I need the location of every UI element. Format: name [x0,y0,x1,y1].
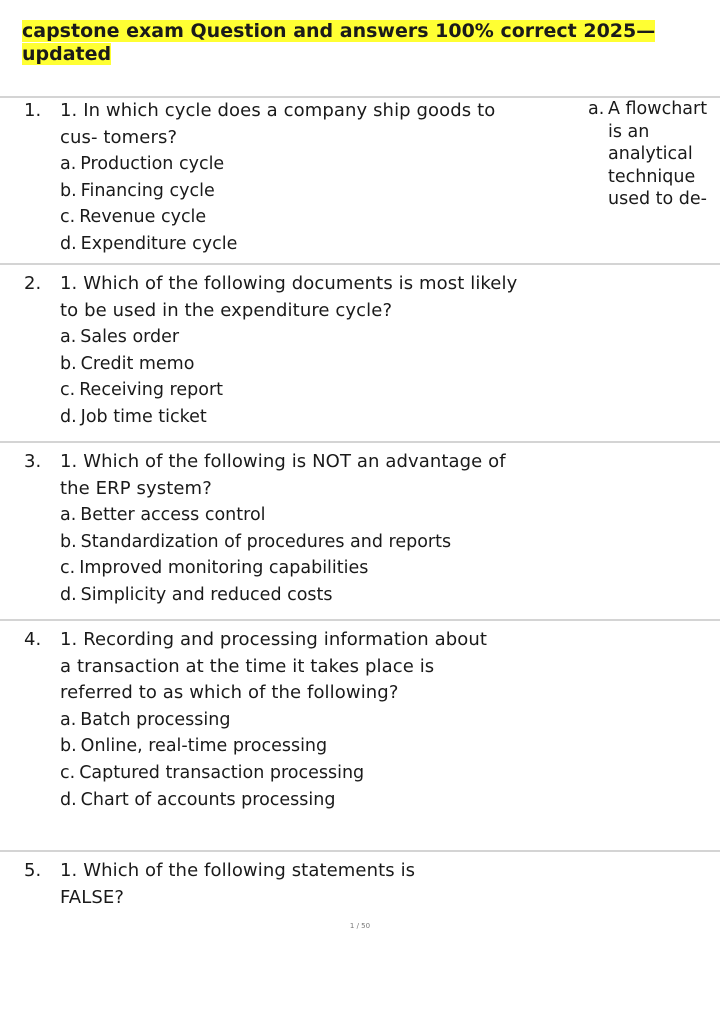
option-text: Better access control [80,505,266,526]
option-letter: c. [60,380,76,401]
question-body [60,858,550,911]
question-5 [0,850,720,910]
option-text: Improved monitoring capabilities [79,558,369,579]
option-letter: a. [60,327,77,348]
options-list [60,707,550,813]
option-c [60,204,550,231]
option-letter: c. [60,558,76,579]
option-letter: b. [60,353,77,374]
answer-letter: a. [588,99,605,119]
option-letter: c. [60,207,76,228]
option-a [60,324,550,351]
option-text: Captured transaction processing [79,762,365,783]
option-letter: a. [60,505,77,526]
option-c [60,760,550,787]
option-letter: d. [60,406,77,427]
option-letter: c. [60,762,76,783]
question-body [60,271,550,431]
option-d [60,404,550,431]
option-b [60,178,550,205]
option-text: Batch processing [80,709,231,730]
option-letter: a. [60,154,77,175]
option-letter: b. [60,180,77,201]
option-text: Expenditure cycle [80,233,238,254]
answer-text: A flowchart is an analytical technique used to de- [608,99,708,210]
question-text: 1. Which of the following documents is most likely to be used in the expenditure cycle? [60,273,518,321]
page-indicator: 1 / 50 [349,922,371,930]
option-text: Revenue cycle [79,207,207,228]
question-4 [0,619,720,849]
answer-column [588,98,720,211]
option-letter: d. [60,233,77,254]
option-b [60,733,550,760]
question-2 [0,263,720,440]
question-3 [0,441,720,618]
options-list [60,151,550,257]
option-letter: d. [60,584,77,605]
question-number: 5. [24,860,42,881]
option-a [60,151,550,178]
question-1 [0,96,720,262]
question-number: 1. [24,100,42,121]
option-text: Sales order [80,327,180,348]
option-d [60,582,550,609]
question-text: 1. Recording and processing information about a transaction at the time it takes place is referred to as which of the following? [60,629,487,704]
option-d [60,231,550,258]
question-number: 2. [24,273,42,294]
option-letter: a. [60,709,77,730]
document-title-text: capstone exam Question and answers 100% correct 2025— updated [22,20,656,65]
option-text: Simplicity and reduced costs [80,584,333,605]
question-body [60,627,550,813]
option-letter: b. [60,531,77,552]
options-list [60,324,550,430]
option-text: Financing cycle [80,180,215,201]
option-a [60,707,550,734]
question-text: 1. Which of the following is NOT an advantage of the ERP system? [60,451,506,499]
options-list [60,502,550,608]
option-text: Production cycle [80,154,225,175]
document-header [22,20,692,66]
option-b [60,351,550,378]
option-c [60,377,550,404]
option-text: Credit memo [80,353,195,374]
option-text: Receiving report [79,380,224,401]
document-title [22,20,692,66]
option-text: Online, real-time processing [80,736,328,757]
question-number: 4. [24,629,42,650]
option-text: Chart of accounts processing [80,789,336,810]
option-a [60,502,550,529]
question-text: 1. Which of the following statements is FALSE? [60,860,416,908]
option-letter: d. [60,789,77,810]
option-b [60,529,550,556]
option-letter: b. [60,736,77,757]
question-body [60,98,550,258]
option-text: Standardization of procedures and reports [80,531,452,552]
option-d [60,787,550,814]
question-body [60,449,550,609]
option-text: Job time ticket [80,406,207,427]
question-number: 3. [24,451,42,472]
option-c [60,555,550,582]
question-text: 1. In which cycle does a company ship goods to cus- tomers? [60,100,496,148]
